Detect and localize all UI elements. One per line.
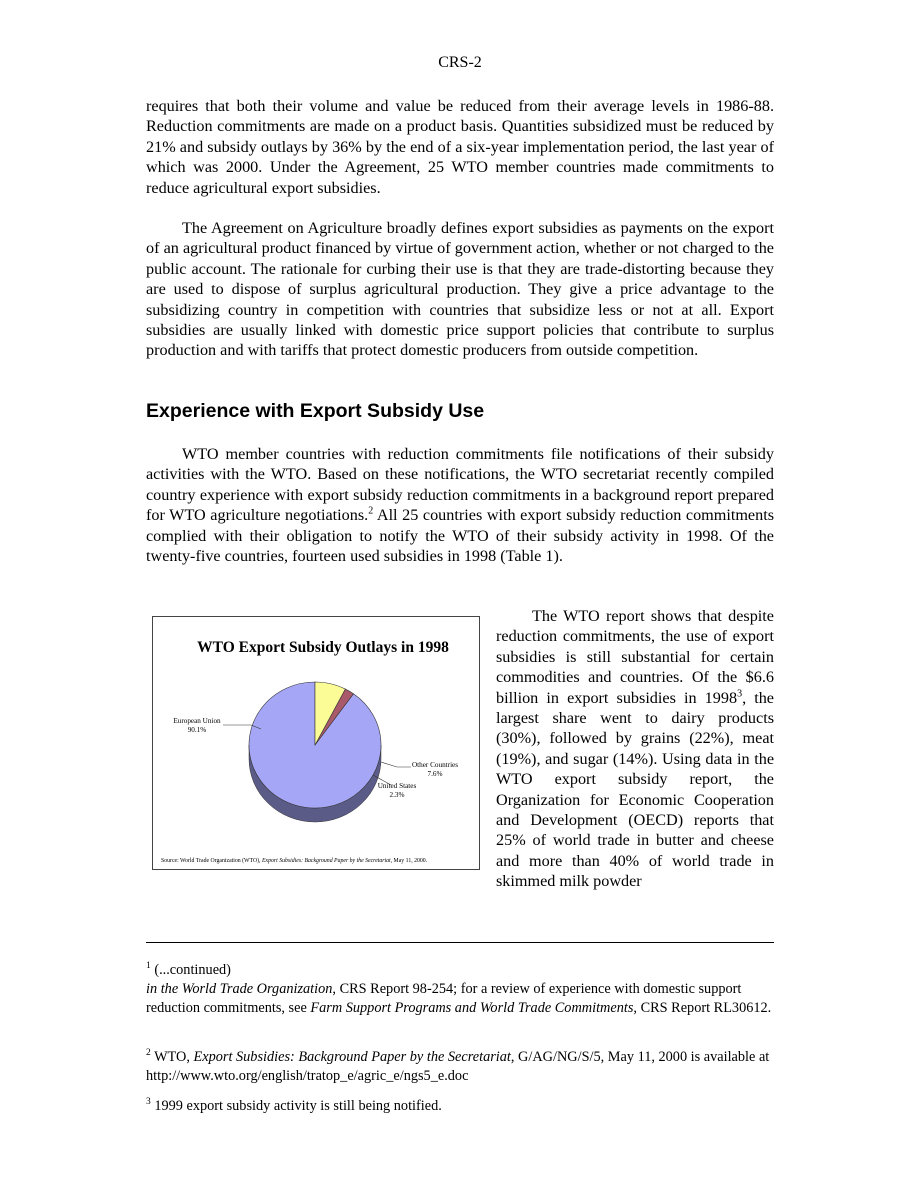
footnote-text[interactable]: , G/AG/NG/S/5, May 11, 2000 is available at http://www.wto.org/english/tratop_e/agric_e/ngs5_e.doc — [146, 1049, 770, 1084]
footnote-text-block — [146, 1048, 774, 1086]
footnote-divider — [146, 942, 774, 943]
footnote-line — [146, 961, 774, 980]
footnote-text: , CRS Report 98-254; for a review of experience with domestic support reduction commitments, see — [146, 981, 742, 1016]
footnote-italic: Farm Support Programs and World Trade Commitments — [310, 1000, 634, 1016]
pie-label-european-union: European Union — [173, 717, 221, 725]
paragraph-text-part: , the largest share went to dairy products (30%), followed by grains (22%), meat (19%), and sugar (14%). Using data in the WTO export subsidy report, the Organization for Economic Cooperation and Development (OECD) reports that 25% of world trade in butter and cheese and more than 40% of world trade in skimmed milk powder — [496, 688, 774, 891]
body-paragraph-4 — [496, 606, 774, 892]
chart-source — [161, 857, 428, 864]
footnote-text: , CRS Report RL30612. — [633, 1000, 772, 1016]
chart-title: WTO Export Subsidy Outlays in 1998 — [197, 639, 449, 656]
footnote-number: 3 — [146, 1097, 151, 1108]
paragraph-text — [496, 606, 774, 892]
pie-label-other-countries: Other Countries — [411, 761, 459, 769]
footnote-number: 1 — [146, 961, 151, 972]
pie-chart-figure — [152, 616, 480, 870]
footnote-2 — [146, 1048, 774, 1086]
pie-value-united-states: 2.3% — [389, 791, 405, 799]
source-suffix: , May 11, 2000. — [390, 858, 428, 864]
body-paragraph-1 — [146, 96, 774, 198]
paragraph-text-part: WTO member countries with reduction commitments file notifications of their subsidy activities with the WTO. Based on these notifications, the WTO secretariat recently compiled country experience with export subsidy reduction commitments in a background report prepared for WTO agriculture negotiations. — [146, 445, 774, 525]
body-paragraph-2 — [146, 218, 774, 361]
pie-label-united-states: United States — [377, 782, 417, 790]
paragraph-text — [146, 444, 774, 566]
footnote-3 — [146, 1097, 774, 1116]
footnote-ref-3[interactable]: 3 — [737, 688, 743, 700]
footnote-italic: Export Subsidies: Background Paper by the Secretariat — [193, 1049, 511, 1065]
section-heading: Experience with Export Subsidy Use — [146, 400, 485, 422]
footnote-1 — [146, 961, 774, 1018]
paragraph-text: requires that both their volume and value be reduced from their average levels in 1986-88. Reduction commitments are made on a product basis. Quantities subsidized must be reduced by 21% and subsidy outlays by 36% by the end of a six-year implementation period, the last year of which was 2000. Under the Agreement, 25 WTO member countries made commitments to reduce agricultural export subsidies. — [146, 97, 774, 197]
pie-chart — [153, 617, 479, 869]
footnote-italic: in the World Trade Organization — [146, 981, 333, 997]
pie-value-european-union: 90.1% — [187, 726, 207, 734]
source-prefix: Source: World Trade Organization (WTO), — [161, 858, 262, 864]
pie-slices — [249, 682, 381, 822]
body-paragraph-3 — [146, 444, 774, 566]
paragraph-text-part: All 25 countries with export subsidy reduction commitments complied with their obligation to notify the WTO of their subsidy activity in 1998. Of the twenty-five countries, fourteen used subsidies in 1998 (Table 1). — [146, 506, 775, 566]
footnote-ref-2[interactable]: 2 — [368, 505, 374, 517]
paragraph-text: The Agreement on Agriculture broadly defines export subsidies as payments on the export of an agricultural product financed by virtue of government action, whether or not charged to the public account. The rationale for curbing their use is that they are trade-distorting because they are used to dispose of surplus agricultural production. They give a price advantage to the subsidizing country in competition with countries that subsidize less or not at all. Export subsidies are usually linked with domestic price support policies that contribute to surplus production and with tariffs that protect domestic producers from outside competition. — [146, 219, 774, 360]
footnote-text-block — [146, 1097, 774, 1116]
footnote-text: (...continued) — [150, 962, 231, 978]
footnote-text: WTO, — [150, 1049, 194, 1065]
leader-line-other-countries — [381, 762, 411, 767]
footnote-text: 1999 export subsidy activity is still being notified. — [150, 1098, 442, 1114]
pie-value-other-countries: 7.6% — [427, 770, 443, 778]
footnote-number: 2 — [146, 1048, 151, 1059]
page-number: CRS-2 — [438, 54, 482, 71]
footnote-text-block — [146, 980, 774, 1018]
source-title: Export Subsidies: Background Paper by the Secretariat — [261, 858, 391, 864]
paragraph-text-part: The WTO report shows that despite reduction commitments, the use of export subsidies is still substantial for certain commodities and countries. Of the $6.6 billion in export subsidies in 1998 — [496, 607, 774, 707]
